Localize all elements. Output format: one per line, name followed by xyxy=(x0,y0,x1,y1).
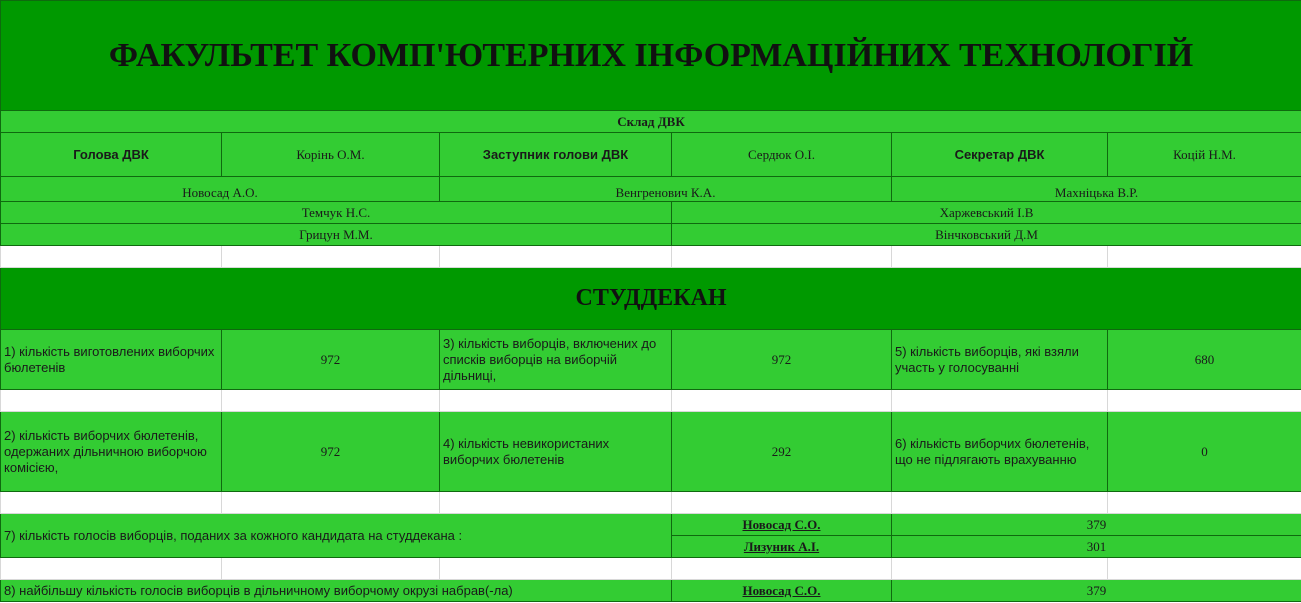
empty-cell[interactable] xyxy=(672,492,892,514)
stat-label: 6) кількість виборчих бюлетенів, що не підлягають врахуванню xyxy=(892,412,1108,492)
member-name: Вінчковський Д.М xyxy=(672,224,1301,246)
stat-label: 4) кількість невикористаних виборчих бюлетенів xyxy=(440,412,672,492)
winner-votes: 379 xyxy=(892,580,1301,602)
member-name: Темчук Н.С. xyxy=(1,202,672,224)
empty-cell[interactable] xyxy=(222,492,440,514)
winner-name: Новосад С.О. xyxy=(672,580,892,602)
stat-value: 0 xyxy=(1108,412,1301,492)
empty-cell[interactable] xyxy=(892,492,1108,514)
stat-value: 292 xyxy=(672,412,892,492)
winner-label: 8) найбільшу кількість голосів виборців в дільничному виборчому окрузі набрав(-ла) xyxy=(1,580,672,602)
member-name: Харжевський І.В xyxy=(672,202,1301,224)
commission-header: Склад ДВК xyxy=(1,111,1301,133)
deputy-label: Заступник голови ДВК xyxy=(440,133,672,177)
candidate-name: Лизуник А.І. xyxy=(672,536,892,558)
stat-value: 972 xyxy=(222,412,440,492)
empty-cell[interactable] xyxy=(892,246,1108,268)
candidate-votes: 301 xyxy=(892,536,1301,558)
empty-cell[interactable] xyxy=(1,390,222,412)
empty-cell[interactable] xyxy=(1108,246,1301,268)
stat-label: 3) кількість виборців, включених до списків виборців на виборчій дільниці, xyxy=(440,330,672,390)
empty-cell[interactable] xyxy=(1,246,222,268)
stat-label: 1) кількість виготовлених виборчих бюлетенів xyxy=(1,330,222,390)
stat-label: 2) кількість виборчих бюлетенів, одержаних дільничною виборчою комісією, xyxy=(1,412,222,492)
empty-cell[interactable] xyxy=(222,390,440,412)
empty-cell[interactable] xyxy=(1108,558,1301,580)
candidate-name: Новосад С.О. xyxy=(672,514,892,536)
empty-cell[interactable] xyxy=(222,246,440,268)
member-name: Грицун М.М. xyxy=(1,224,672,246)
empty-cell[interactable] xyxy=(892,390,1108,412)
empty-cell[interactable] xyxy=(1108,492,1301,514)
empty-cell[interactable] xyxy=(222,558,440,580)
deputy-name: Сердюк О.І. xyxy=(672,133,892,177)
section-title: СТУДДЕКАН xyxy=(1,268,1301,330)
empty-cell[interactable] xyxy=(672,246,892,268)
secretary-label: Секретар ДВК xyxy=(892,133,1108,177)
member-name: Новосад А.О. xyxy=(1,177,440,202)
candidate-votes: 379 xyxy=(892,514,1301,536)
head-label: Голова ДВК xyxy=(1,133,222,177)
empty-cell[interactable] xyxy=(440,246,672,268)
member-name: Венгренович К.А. xyxy=(440,177,892,202)
stat-value: 972 xyxy=(222,330,440,390)
empty-cell[interactable] xyxy=(892,558,1108,580)
empty-cell[interactable] xyxy=(672,558,892,580)
empty-cell[interactable] xyxy=(1108,390,1301,412)
empty-cell[interactable] xyxy=(672,390,892,412)
votes-label: 7) кількість голосів виборців, поданих за кожного кандидата на студдекана : xyxy=(1,514,672,558)
empty-cell[interactable] xyxy=(1,558,222,580)
empty-cell[interactable] xyxy=(1,492,222,514)
empty-cell[interactable] xyxy=(440,492,672,514)
page-title: ФАКУЛЬТЕТ КОМП'ЮТЕРНИХ ІНФОРМАЦІЙНИХ ТЕХНОЛОГІЙ xyxy=(1,1,1301,111)
secretary-name: Коцій Н.М. xyxy=(1108,133,1301,177)
member-name: Махніцька В.Р. xyxy=(892,177,1301,202)
stat-label: 5) кількість виборців, які взяли участь у голосуванні xyxy=(892,330,1108,390)
empty-cell[interactable] xyxy=(440,390,672,412)
stat-value: 680 xyxy=(1108,330,1301,390)
head-name: Корінь О.М. xyxy=(222,133,440,177)
stat-value: 972 xyxy=(672,330,892,390)
empty-cell[interactable] xyxy=(440,558,672,580)
